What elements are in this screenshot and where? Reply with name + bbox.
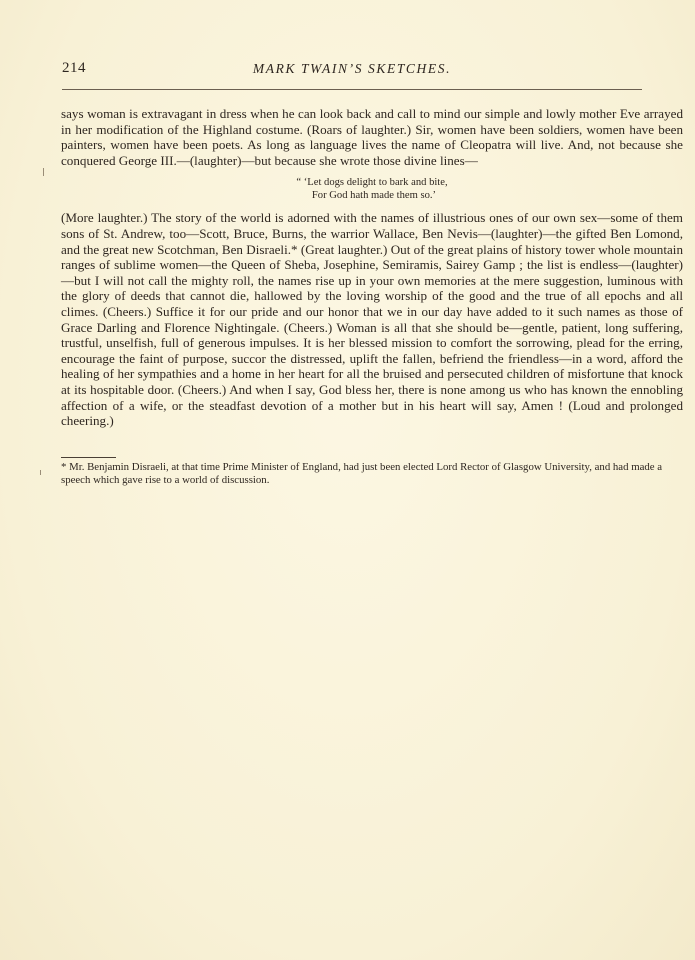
footnote-rule xyxy=(61,457,116,458)
header-rule xyxy=(62,89,642,90)
margin-mark xyxy=(40,470,41,475)
verse-quote xyxy=(61,177,683,202)
page-number: 214 xyxy=(62,60,86,76)
body-text xyxy=(61,106,683,429)
verse-line: “ ‘Let dogs delight to bark and bite, xyxy=(296,177,448,189)
paragraph: (More laughter.) The story of the world is adorned with the names of illustrious ones of our own sex—some of them sons of St. Andrew, too—Scott, Bruce, Burns, the warrior Wallace, Ben Nevis—(laughter)—the gifted Ben Lomond, and the great new Scotchman, Ben Disraeli.* (Great laughter.) Out of the great plains of history tower whole mountain ranges of sublime women—the Queen of Sheba, Josephine, Semiramis, Sairey Gamp ; the list is endless—(laughter)—but I will not call the mighty roll, the names rise up in your own memories at the mere suggestion, luminous with the glory of deeds that cannot die, hallowed by the loving worship of the good and the true of all epochs and all climes. (Cheers.) Suffice it for our pride and our honor that we in our day have added to it such names as those of Grace Darling and Florence Nightingale. (Cheers.) Woman is all that she should be—gentle, patient, long suffering, trustful, unselfish, full of generous impulses. It is her blessed mission to comfort the sorrowing, plead for the erring, encourage the faint of purpose, succor the distressed, uplift the fallen, befriend the friendless—in a word, afford the healing of her sympathies and a home in her heart for all the bruised and persecuted children of misfortune that knock at its hospitable door. (Cheers.) And when I say, God bless her, there is none among us who has known the ennobling affection of a wife, or the steadfast devotion of a mother but in his heart will say, Amen ! (Loud and prolonged cheering.) xyxy=(61,210,683,429)
page-header xyxy=(62,60,642,82)
footnote: * Mr. Benjamin Disraeli, at that time Prime Minister of England, had just been elected Lord Rector of Glasgow University, and had made a speech which gave rise to a world of discussion. xyxy=(61,461,663,486)
running-head: MARK TWAIN’S SKETCHES. xyxy=(252,61,452,76)
paragraph: says woman is extravagant in dress when he can look back and call to mind our simple and lowly mother Eve arrayed in her modification of the Highland costume. (Roars of laughter.) Sir, women have been soldiers, women have been painters, women have been poets. As long as language lives the name of Cleopatra will live. And, not because she conquered George III.—(laughter)—but because she wrote those divine lines— xyxy=(61,106,683,168)
margin-mark xyxy=(43,168,44,176)
verse-line: For God hath made them so.’ xyxy=(311,189,437,201)
